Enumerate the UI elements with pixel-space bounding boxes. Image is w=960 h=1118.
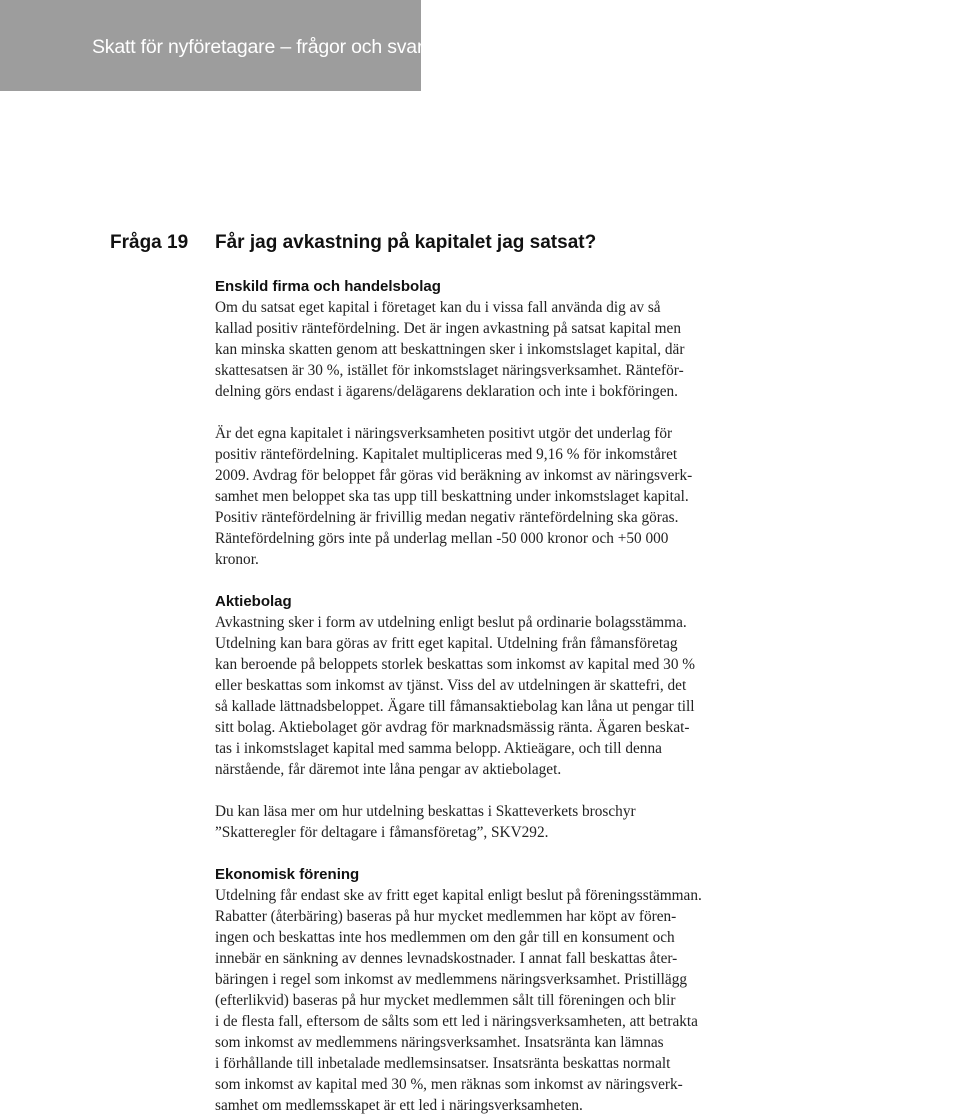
paragraph-spacer (215, 402, 775, 423)
question-number: Fråga 19 (110, 232, 189, 253)
paragraph-spacer (215, 780, 775, 801)
paragraph-spacer (215, 570, 775, 591)
paragraph-enskild-2: Är det egna kapitalet i näringsverksamheten positivt utgör det underlag för positiv räntefördelning. Kapitalet multipliceras med 9,16 % för inkomståret 2009. Avdrag för beloppet får göras vid beräkning av inkomst av näringsverk- samhet men beloppet ska tas upp till beskattning under inkomstslaget kapital. Positiv räntefördelning är frivillig medan negativ räntefördelning ska göras. Räntefördelning görs inte på underlag mellan -50 000 kronor och +50 000 kronor. (215, 425, 693, 568)
paragraph-aktiebolag-2: Du kan läsa mer om hur utdelning beskattas i Skatteverkets broschyr ”Skatteregler för deltagare i fåmansföretag”, SKV292. (215, 803, 636, 841)
question-title: Får jag avkastning på kapitalet jag satsat? (215, 232, 597, 253)
header-band (0, 0, 424, 91)
running-header-title: Skatt för nyföretagare – frågor och svar (92, 36, 424, 58)
paragraph-ekonomisk-1: Utdelning får endast ske av fritt eget kapital enligt beslut på föreningsstämman. Rabatter (återbäring) baseras på hur mycket medlemmen har köpt av fören- ingen och beskattas inte hos medlemmen om den går till en konsument och innebär en sänkning av dennes levnadskostnader. I annat fall beskattas åter- bäringen i regel som inkomst av medlemmens näringsverksamhet. Pristillägg (efterlikvid) baseras på hur mycket medlemmen sålt till föreningen och blir i de flesta fall, eftersom de sålts som ett led i näringsverksamheten, att betrakta som inkomst av medlemmens näringsverksamhet. Insatsränta kan lämnas i förhållande till inbetalade medlemsinsatser. Insatsränta beskattas normalt som inkomst av kapital med 30 %, men räknas som inkomst av näringsverk- samhet om medlemsskapet är ett led i näringsverksamheten. (215, 887, 702, 1114)
answer-body (215, 276, 775, 1116)
paragraph-aktiebolag-1: Avkastning sker i form av utdelning enligt beslut på ordinarie bolagsstämma. Utdelning kan bara göras av fritt eget kapital. Utdelning från fåmansföretag kan beroende på beloppets storlek beskattas som inkomst av kapital med 30 % eller beskattas som inkomst av tjänst. Viss del av utdelningen är skattefri, det så kallade lättnadsbeloppet. Ägare till fåmansaktiebolag kan låna ut pengar till sitt bolag. Aktiebolaget gör avdrag för marknadsmässig ränta. Ägaren beskat- tas i inkomstslaget kapital med samma belopp. Aktieägare, och till denna närstående, får däremot inte låna pengar av aktiebolaget. (215, 614, 696, 778)
section-heading-enskild-firma: Enskild firma och handelsbolag (215, 278, 441, 295)
paragraph-spacer (215, 843, 775, 864)
paragraph-enskild-1: Om du satsat eget kapital i företaget kan du i vissa fall använda dig av så kallad positiv räntefördelning. Det är ingen avkastning på satsat kapital men kan minska skatten genom att beskattningen sker i inkomstslaget kapital, där skattesatsen är 30 %, istället för inkomstslaget näringsverksamhet. Ränteför- delning görs endast i ägarens/delägarens deklaration och inte i bokföringen. (215, 299, 685, 400)
section-heading-aktiebolag: Aktiebolag (215, 593, 292, 610)
section-heading-ekonomisk-forening: Ekonomisk förening (215, 866, 360, 883)
